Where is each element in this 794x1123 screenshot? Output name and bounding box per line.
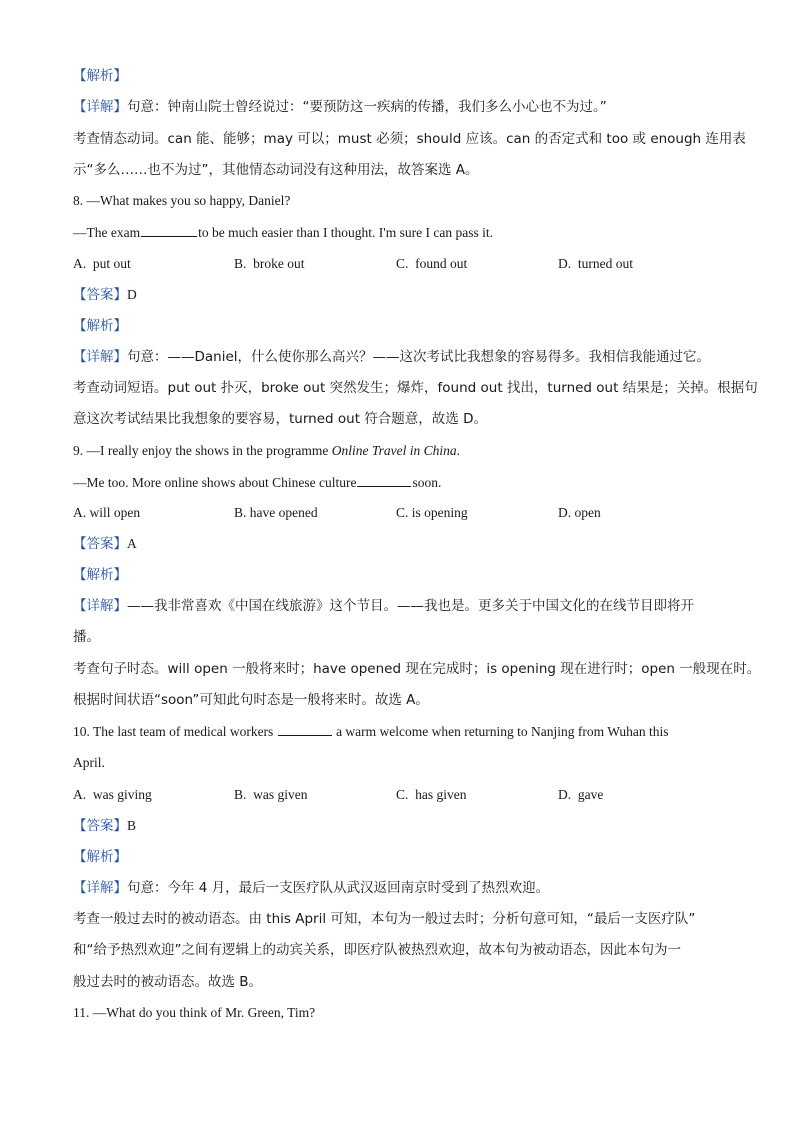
option-letter: A. bbox=[73, 787, 87, 802]
answer-tag-8: 【答案】 bbox=[73, 287, 127, 303]
option-8-a bbox=[73, 254, 131, 274]
answer-blank-8 bbox=[141, 222, 197, 237]
answer-8 bbox=[73, 285, 137, 305]
option-9-c bbox=[396, 503, 468, 523]
option-letter: A. bbox=[73, 505, 87, 520]
question-9-stem-1a: 9. —I really enjoy the shows in the programme bbox=[73, 443, 332, 458]
question-9-stem-1b: . bbox=[456, 443, 460, 458]
detail-text-8: 句意：——Daniel，什么使你那么高兴？——这次考试比我想象的容易得多。我相信我能通过它。 bbox=[127, 349, 711, 365]
answer-tag-10: 【答案】 bbox=[73, 818, 127, 834]
question-9-stem-1 bbox=[73, 441, 460, 461]
detail-tag-8: 【详解】 bbox=[73, 349, 127, 365]
jiexi-heading-7: 【解析】 bbox=[73, 68, 127, 84]
option-8-d bbox=[558, 254, 633, 274]
option-text: will open bbox=[89, 505, 141, 520]
question-10-stem-1b: a warm welcome when returning to Nanjing from Wuhan this bbox=[336, 724, 669, 739]
option-8-c bbox=[396, 254, 467, 274]
option-letter: D. bbox=[558, 787, 572, 802]
programme-title: Online Travel in China bbox=[331, 443, 457, 458]
option-text: is opening bbox=[411, 505, 468, 520]
analysis-10-line-2: 和“给予热烈欢迎”之间有逻辑上的动宾关系，即医疗队被热烈欢迎，故本句为被动语态，因此本句为一 bbox=[73, 942, 681, 958]
analysis-9-line-1: 考查句子时态。will open 一般将来时；have opened 现在完成时；is opening 现在进行时；open 一般现在时。 bbox=[73, 661, 761, 677]
question-9-stem-2 bbox=[73, 472, 441, 493]
option-text: was given bbox=[253, 787, 308, 802]
question-9-stem-2a: —Me too. More online shows about Chinese culture bbox=[73, 475, 357, 490]
option-10-a bbox=[73, 785, 152, 805]
option-text: put out bbox=[92, 256, 131, 271]
question-10-stem-1 bbox=[73, 721, 669, 742]
question-8-stem-2b: to be much easier than I thought. I'm sure I can pass it. bbox=[198, 225, 493, 240]
detail-tag-10: 【详解】 bbox=[73, 880, 127, 896]
option-text: found out bbox=[415, 256, 468, 271]
option-letter: B. bbox=[234, 787, 247, 802]
question-8-stem-1: 8. —What makes you so happy, Daniel? bbox=[73, 193, 291, 208]
answer-blank-9 bbox=[357, 472, 411, 487]
option-letter: B. bbox=[234, 505, 247, 520]
option-text: have opened bbox=[249, 505, 318, 520]
question-10-stem-2: April. bbox=[73, 755, 105, 770]
option-letter: A. bbox=[73, 256, 87, 271]
question-8-stem-2 bbox=[73, 222, 493, 243]
jiexi-heading-8: 【解析】 bbox=[73, 318, 127, 334]
detail-tag-7: 【详解】 bbox=[73, 99, 127, 115]
option-text: was giving bbox=[92, 787, 152, 802]
option-10-b bbox=[234, 785, 308, 805]
analysis-7-line-2: 示“多么……也不为过”，其他情态动词没有这种用法，故答案选 A。 bbox=[73, 162, 479, 178]
detail-10 bbox=[73, 878, 549, 898]
answer-blank-10 bbox=[278, 721, 332, 736]
detail-text-7: 句意：钟南山院士曾经说过：“要预防这一疾病的传播，我们多么小心也不为过。” bbox=[127, 99, 607, 115]
option-9-a bbox=[73, 503, 140, 523]
detail-7 bbox=[73, 97, 607, 117]
detail-9-line-2: 播。 bbox=[73, 629, 100, 645]
option-letter: D. bbox=[558, 505, 572, 520]
option-text: gave bbox=[577, 787, 604, 802]
answer-value-9: A bbox=[127, 536, 137, 551]
jiexi-heading-10: 【解析】 bbox=[73, 849, 127, 865]
option-text: broke out bbox=[253, 256, 305, 271]
option-8-b bbox=[234, 254, 305, 274]
question-10-stem-1a: 10. The last team of medical workers bbox=[73, 724, 274, 739]
option-9-d bbox=[558, 503, 601, 523]
jiexi-heading-9: 【解析】 bbox=[73, 567, 127, 583]
analysis-8-line-1: 考查动词短语。put out 扑灭，broke out 突然发生；爆炸，found out 找出，turned out 结果是；关掉。根据句 bbox=[73, 380, 758, 396]
option-letter: C. bbox=[396, 787, 409, 802]
analysis-7-line-1: 考查情态动词。can 能、能够；may 可以；must 必须；should 应该。can 的否定式和 too 或 enough 连用表 bbox=[73, 131, 746, 147]
answer-10 bbox=[73, 816, 136, 836]
analysis-9-line-2: 根据时间状语“soon”可知此句时态是一般将来时。故选 A。 bbox=[73, 692, 429, 708]
question-8-stem-2a: —The exam bbox=[73, 225, 141, 240]
option-10-c bbox=[396, 785, 467, 805]
option-9-b bbox=[234, 503, 318, 523]
option-letter: D. bbox=[558, 256, 572, 271]
analysis-10-line-3: 般过去时的被动语态。故选 B。 bbox=[73, 974, 263, 990]
option-text: open bbox=[574, 505, 601, 520]
detail-text-9: ——我非常喜欢《中国在线旅游》这个节目。——我也是。更多关于中国文化的在线节目即将开 bbox=[127, 598, 694, 614]
detail-tag-9: 【详解】 bbox=[73, 598, 127, 614]
analysis-8-line-2: 意这次考试结果比我想象的要容易，turned out 符合题意，故选 D。 bbox=[73, 411, 487, 427]
option-letter: B. bbox=[234, 256, 247, 271]
answer-9 bbox=[73, 534, 137, 554]
option-text: turned out bbox=[577, 256, 633, 271]
option-text: has given bbox=[415, 787, 467, 802]
option-10-d bbox=[558, 785, 603, 805]
detail-text-10: 句意：今年 4 月，最后一支医疗队从武汉返回南京时受到了热烈欢迎。 bbox=[127, 880, 550, 896]
answer-value-10: B bbox=[127, 818, 137, 833]
analysis-10-line-1: 考查一般过去时的被动语态。由 this April 可知，本句为一般过去时；分析句意可知，“最后一支医疗队” bbox=[73, 911, 696, 927]
answer-value-8: D bbox=[127, 287, 137, 302]
option-letter: C. bbox=[396, 505, 409, 520]
answer-tag-9: 【答案】 bbox=[73, 536, 127, 552]
option-letter: C. bbox=[396, 256, 409, 271]
question-11-stem-1: 11. —What do you think of Mr. Green, Tim? bbox=[73, 1005, 316, 1020]
detail-9 bbox=[73, 596, 694, 616]
question-9-stem-2b: soon. bbox=[412, 475, 442, 490]
detail-8 bbox=[73, 347, 710, 367]
